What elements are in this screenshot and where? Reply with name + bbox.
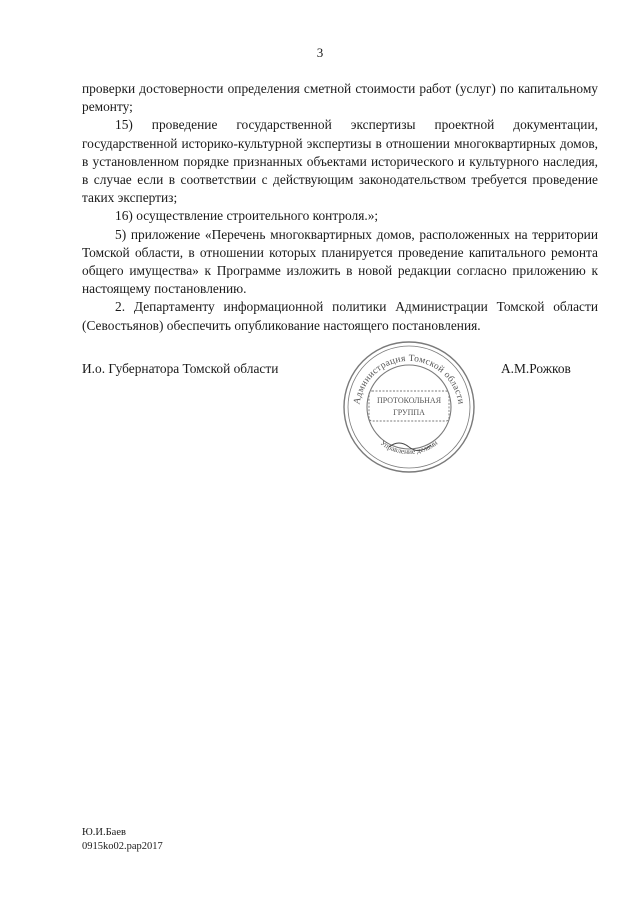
paragraph-point-2: 2. Департаменту информационной политики Администрации Томской области (Севостьянов) обеспечить опубликование настоящего постановления. (82, 299, 598, 333)
official-stamp (341, 339, 477, 475)
stamp-inner-line1: ПРОТОКОЛЬНАЯ (376, 396, 442, 405)
stamp-bottom-text: Управление делами (378, 438, 440, 457)
paragraph-item-16: 16) осуществление строительного контроля.»; (115, 208, 379, 224)
signatory-position: И.о. Губернатора Томской области (82, 361, 279, 376)
stamp-outer-text: Администрация Томской области (352, 353, 466, 406)
paragraph-item-15: 15) проведение государственной экспертизы проектной документации, государственной историко-культурной экспертизы в отношении многоквартирных домов, в установленном порядке признанных объектами исторического и культурного наследия, в случае если в соответствии с действующим законодательством требуется проведение таких экспертиз; (82, 117, 598, 206)
paragraph-continuation: проверки достоверности определения сметной стоимости работ (услуг) по капитальному ремонту; (82, 81, 598, 115)
footer-author: Ю.И.Баев (82, 827, 126, 838)
document-body (82, 80, 598, 335)
footer-file-ref: 0915ko02.pap2017 (82, 841, 163, 852)
stamp-inner-line2: ГРУППА (393, 408, 425, 417)
paragraph-item-5: 5) приложение «Перечень многоквартирных домов, расположенных на территории Томской области, в отношении которых планируется проведение капитального ремонта общего имущества» к Программе изложить в новой редакции согласно приложению к настоящему постановлению. (82, 226, 598, 297)
signatory-name: А.М.Рожков (501, 361, 571, 376)
page-number: 3 (316, 45, 324, 60)
document-footer (82, 826, 163, 854)
